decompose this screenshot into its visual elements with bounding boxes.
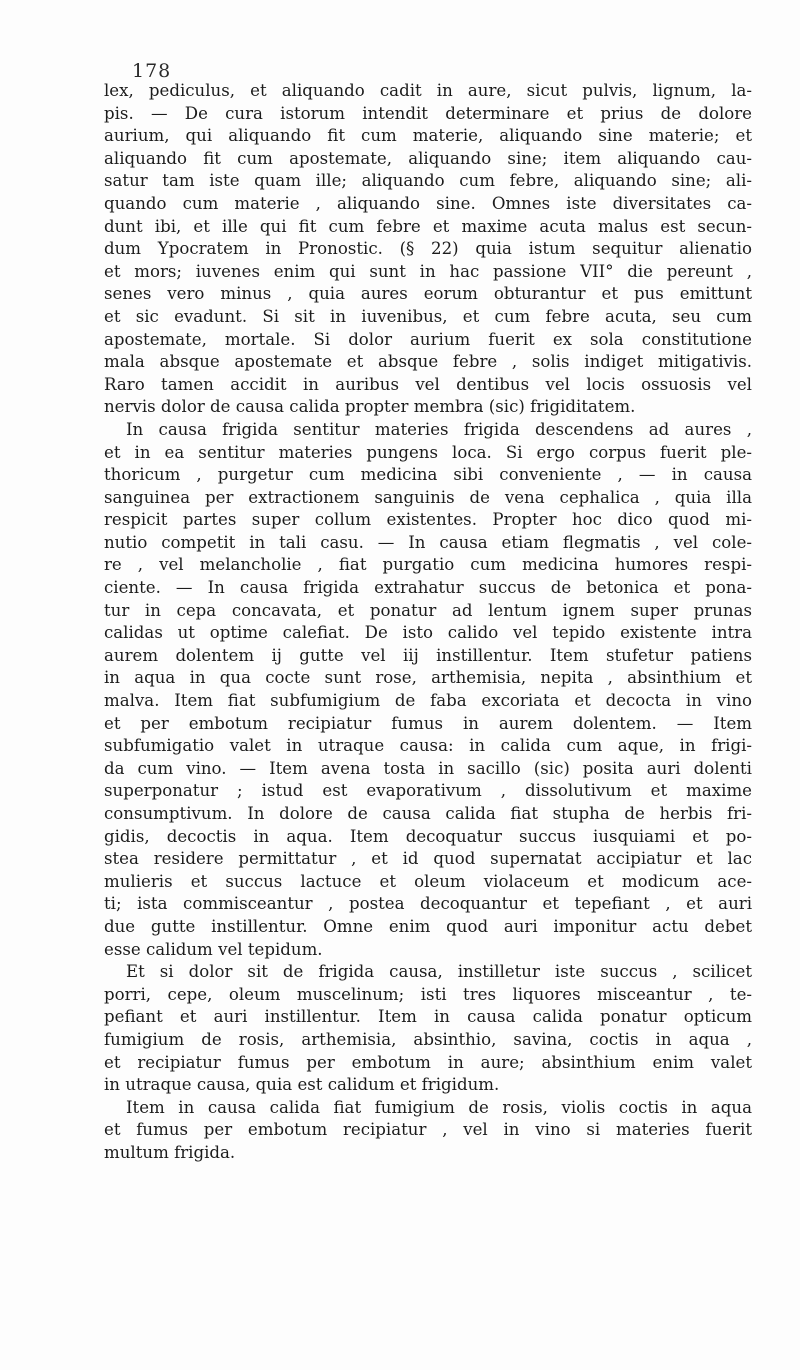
- text-line: superponatur ; istud est evaporativum , dissolutivum et maxime: [104, 781, 752, 801]
- text-line: ciente. — In causa frigida extrahatur succus de betonica et pona-: [104, 578, 752, 598]
- text-line: senes vero minus , quia aures eorum obturantur et pus emittunt: [104, 284, 752, 304]
- text-line: ti; ista commisceantur , postea decoquantur et tepefiant , et auri: [104, 894, 752, 914]
- text-line: stea residere permittatur , et id quod supernatat accipiatur et lac: [104, 849, 752, 869]
- text-line: quando cum materie , aliquando sine. Omnes iste diversitates ca-: [104, 193, 752, 213]
- text-line: et per embotum recipiatur fumus in aurem dolentem. — Item: [104, 713, 752, 733]
- text-line: et sic evadunt. Si sit in iuvenibus, et cum febre acuta, seu cum: [104, 306, 752, 326]
- page-number: 178: [132, 60, 172, 82]
- text-line: dum Ypocratem in Pronostic. (§ 22) quia istum sequitur alienatio: [104, 239, 752, 259]
- text-line: pefiant et auri instillentur. Item in causa calida ponatur opticum: [104, 1007, 752, 1027]
- text-line: aurem dolentem ij gutte vel iij instillentur. Item stufetur patiens: [104, 645, 752, 665]
- text-line: aurium, qui aliquando fit cum materie, aliquando sine materie; et: [104, 126, 752, 146]
- text-line: nutio competit in tali casu. — In causa etiam flegmatis , vel cole-: [104, 532, 752, 552]
- text-line: esse calidum vel tepidum.: [104, 939, 323, 959]
- text-line: multum frigida.: [104, 1142, 236, 1162]
- text-line: thoricum , purgetur cum medicina sibi conveniente , — in causa: [104, 465, 752, 485]
- text-line: satur tam iste quam ille; aliquando cum febre, aliquando sine; ali-: [104, 171, 752, 191]
- text-line: in aqua in qua cocte sunt rose, arthemisia, nepita , absinthium et: [104, 668, 752, 688]
- text-line: Et si dolor sit de frigida causa, instilletur iste succus , scilicet: [126, 962, 752, 982]
- text-line: fumigium de rosis, arthemisia, absinthio, savina, coctis in aqua ,: [104, 1029, 752, 1049]
- text-line: porri, cepe, oleum muscelinum; isti tres liquores misceantur , te-: [104, 984, 752, 1004]
- text-line: Raro tamen accidit in auribus vel dentibus vel locis ossuosis vel: [104, 374, 752, 394]
- text-line: lex, pediculus, et aliquando cadit in aure, sicut pulvis, lignum, la-: [104, 81, 752, 100]
- text-line: sanguinea per extractionem sanguinis de vena cephalica , quia illa: [104, 487, 752, 507]
- text-line: et fumus per embotum recipiatur , vel in vino si materies fuerit: [104, 1120, 752, 1140]
- text-line: calidas ut optime calefiat. De isto calido vel tepido existente intra: [104, 623, 752, 643]
- text-line: In causa frigida sentitur materies frigida descendens ad aures ,: [126, 419, 752, 439]
- text-line: dunt ibi, et ille qui fit cum febre et maxime acuta malus est secun-: [104, 216, 752, 236]
- text-line: aliquando fit cum apostemate, aliquando sine; item aliquando cau-: [104, 148, 752, 168]
- text-line: da cum vino. — Item avena tosta in sacillo (sic) posita auri dolenti: [104, 758, 752, 778]
- text-line: nervis dolor de causa calida propter membra (sic) frigiditatem.: [104, 397, 636, 417]
- text-line: consumptivum. In dolore de causa calida fiat stupha de herbis fri-: [104, 804, 752, 823]
- text-line: et in ea sentitur materies pungens loca. Si ergo corpus fuerit ple-: [104, 442, 752, 462]
- text-line: mulieris et succus lactuce et oleum violaceum et modicum ace-: [104, 871, 752, 891]
- text-line: et mors; iuvenes enim qui sunt in hac passione VII° die pereunt ,: [104, 261, 752, 281]
- text-line: malva. Item fiat subfumigium de faba excoriata et decocta in vino: [104, 691, 752, 711]
- text-line: mala absque apostemate et absque febre , solis indiget mitigativis.: [104, 352, 752, 372]
- text-line: et recipiatur fumus per embotum in aure; absinthium enim valet: [104, 1052, 752, 1072]
- text-line: due gutte instillentur. Omne enim quod auri imponitur actu debet: [104, 916, 752, 936]
- body-text: [104, 80, 752, 1165]
- text-line: in utraque causa, quia est calidum et frigidum.: [104, 1075, 500, 1095]
- text-line: apostemate, mortale. Si dolor aurium fuerit ex sola constitutione: [104, 329, 752, 349]
- text-line: Item in causa calida fiat fumigium de rosis, violis coctis in aqua: [126, 1097, 752, 1117]
- text-line: tur in cepa concavata, et ponatur ad lentum ignem super prunas: [104, 600, 752, 620]
- text-line: subfumigatio valet in utraque causa: in calida cum aque, in frigi-: [104, 736, 752, 756]
- text-line: gidis, decoctis in aqua. Item decoquatur succus iusquiami et po-: [104, 826, 752, 846]
- text-line: re , vel melancholie , fiat purgatio cum medicina humores respi-: [104, 555, 752, 575]
- text-line: respicit partes super collum existentes. Propter hoc dico quod mi-: [104, 510, 752, 530]
- text-line: pis. — De cura istorum intendit determinare et prius de dolore: [104, 103, 752, 123]
